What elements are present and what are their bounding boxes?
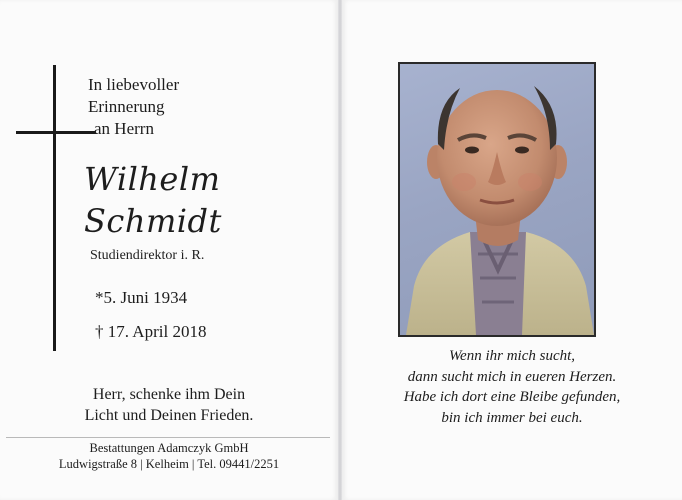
portrait-photo bbox=[398, 62, 596, 337]
first-name: Wilhelm bbox=[84, 160, 221, 198]
deceased-name bbox=[84, 158, 222, 242]
prayer-line: Herr, schenke ihm Dein bbox=[92, 386, 246, 403]
intro-line: an Herrn bbox=[94, 119, 154, 138]
intro-line: Erinnerung bbox=[88, 97, 165, 116]
cross-icon-bar bbox=[16, 131, 96, 134]
professional-title: Studiendirektor i. R. bbox=[90, 248, 205, 263]
funeral-home-address: Ludwigstraße 8 | Kelheim | Tel. 09441/2251 bbox=[58, 457, 280, 471]
intro-line: In liebevoller bbox=[88, 75, 180, 94]
prayer-text bbox=[0, 384, 338, 426]
verse-line: Wenn ihr mich sucht, bbox=[448, 348, 576, 364]
cross-icon bbox=[53, 65, 56, 351]
prayer-line: Licht und Deinen Frieden. bbox=[84, 407, 254, 424]
verse-line: Habe ich dort eine Bleibe gefunden, bbox=[403, 389, 621, 405]
left-page bbox=[0, 0, 338, 500]
verse-text bbox=[342, 346, 682, 428]
birth-date: *5. Juni 1934 bbox=[95, 288, 188, 307]
intro-text bbox=[88, 74, 179, 140]
funeral-home-footer bbox=[0, 440, 338, 472]
verse-line: dann sucht mich in eueren Herzen. bbox=[407, 368, 617, 385]
funeral-home-name: Bestattungen Adamczyk GmbH bbox=[89, 441, 249, 455]
death-date: † 17. April 2018 bbox=[95, 322, 207, 341]
last-name: Schmidt bbox=[84, 202, 222, 240]
footer-divider bbox=[6, 437, 330, 438]
verse-line: bin ich immer bei euch. bbox=[441, 409, 583, 426]
